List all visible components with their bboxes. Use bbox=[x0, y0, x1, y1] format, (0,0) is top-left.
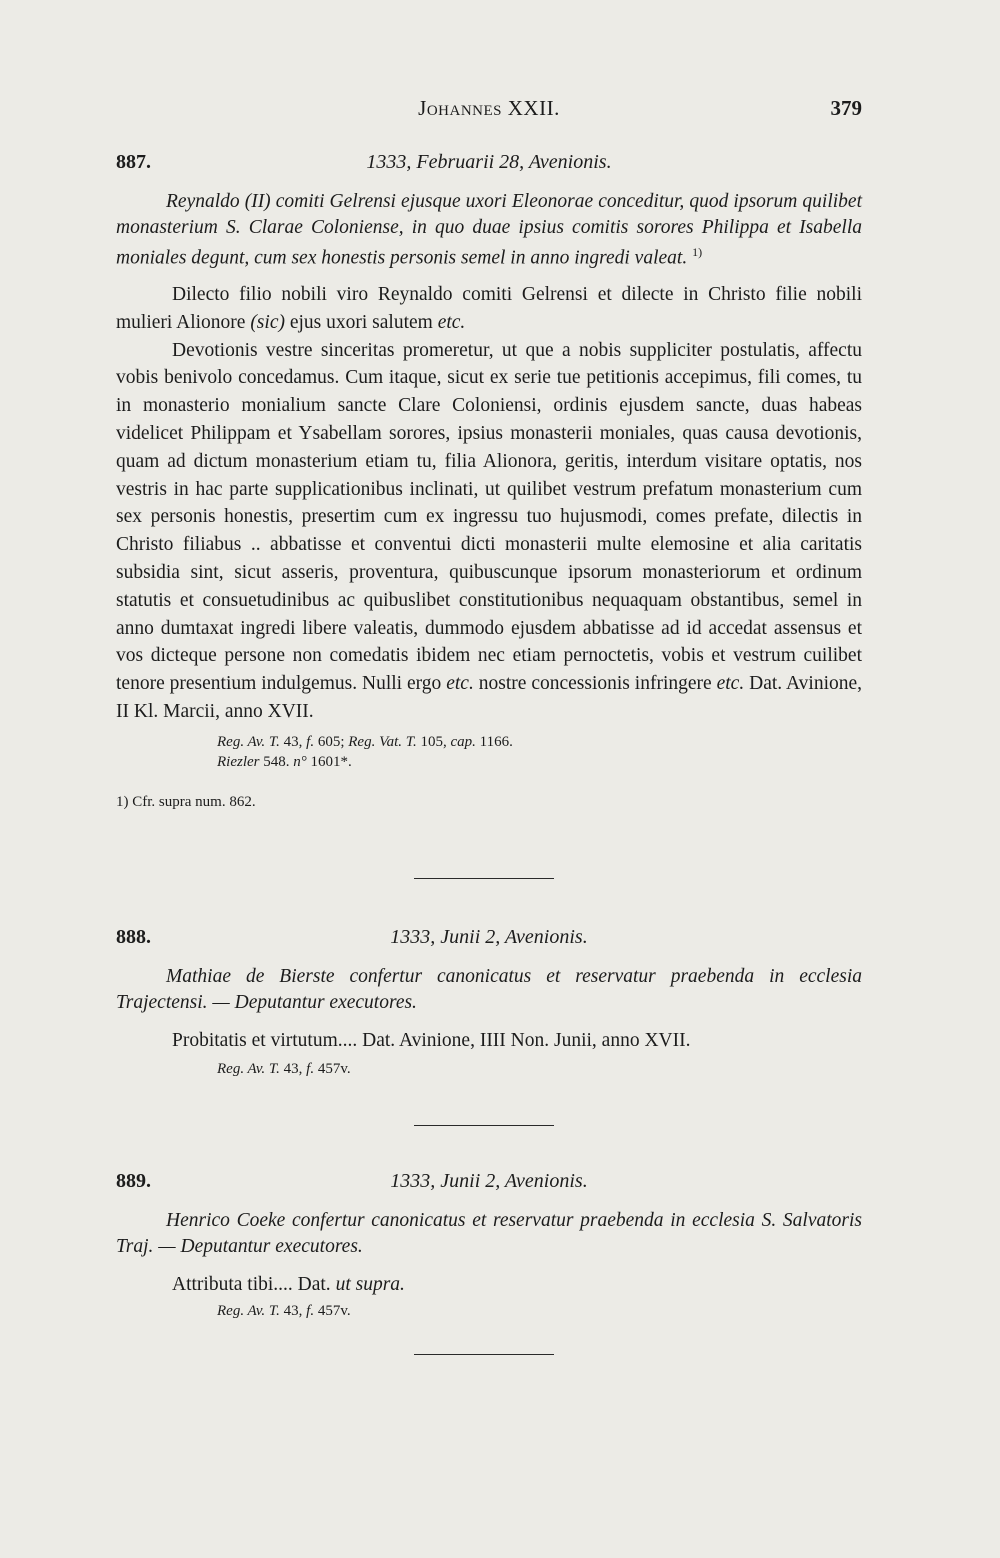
source-folio: 605; bbox=[317, 733, 345, 750]
source-n-label: n° bbox=[293, 753, 307, 770]
source-folio: 457v. bbox=[317, 1302, 351, 1319]
body-text: Devotionis vestre sinceritas promeretur, ut que a nobis suppliciter postulatis, affectu vobis benivolo concedamus. Cum itaque, sicut ex serie tue petitionis accepimus, fili comes, tu in monasterio monialium sancte Clare Coloniensi, ordinis ejusdem sancte, duas habeas videlicet Philippam et Ysabellam sorores, ipsius monasterii moniales, quas causa devotionis, quam ad dictum monasterium etiam tu, filia Alionora, geritis, interdum visitare optatis, nos vestris in hac parte supplicationibus inclinati, ut quilibet vestrum prefatum monasterium cum sex personis honestis, presertim cum ex ingressu tuo hujusmodi, comes prefate, dilectis in Christo filiabus .. abbatisse et conventui dicti monasterii multe elemosine et alia caritatis subsidia sint, sicut asseris, proventura, quibuscunque ipsorum monasteriorum et ordinum statutis et consuetudinibus ac quibuslibet constitutionibus nequaquam obstantibus, semel in anno dumtaxat ingredi libere valeatis, dummodo ejusdem abbatisse ad id accedat assensus et vos dicteque persone non comedatis ibidem nec etiam pernoctetis, vobis et vestrum cuilibet tenore presentium indulgemus. Nulli ergo bbox=[116, 339, 862, 695]
entry-address bbox=[116, 281, 862, 337]
source-reference bbox=[217, 732, 862, 772]
source-tome: 43, bbox=[283, 733, 303, 750]
entry-text bbox=[116, 1271, 862, 1299]
source-folio: 457v. bbox=[317, 1060, 351, 1077]
source-reg-av: Reg. Av. T. bbox=[217, 1060, 280, 1077]
entry-body bbox=[116, 337, 862, 726]
source-tome: 43, bbox=[283, 1302, 303, 1319]
address-etc: etc. bbox=[437, 311, 466, 333]
entry-number: 889. bbox=[116, 1170, 151, 1192]
body-etc-2: etc. bbox=[716, 673, 745, 695]
regest-text: Reynaldo (II) comiti Gelrensi ejusque uxori Eleonorae conceditur, quod ipsorum quilibet monasterium S. Clarae Coloniense, in quo duae ipsius comitis sorores Philippa et Isabella moniales degunt, cum sex honestis personis semel in anno ingredi valeat. bbox=[116, 191, 862, 269]
source-tome: 43, bbox=[283, 1060, 303, 1077]
body-mid: nostre concessionis infringere bbox=[478, 673, 712, 695]
source-tome-2: 105, bbox=[420, 733, 447, 750]
entry-regest: Mathiae de Bierste confertur canonicatus et reservatur praebenda in ecclesia Trajectensi. — Deputantur executores. bbox=[116, 966, 862, 1013]
source-reg-vat: Reg. Vat. T. bbox=[348, 733, 417, 750]
entry-date: 1333, Februarii 28, Avenionis. bbox=[366, 151, 612, 173]
source-folio-label: f. bbox=[306, 1060, 315, 1077]
entry-regest bbox=[116, 189, 862, 271]
body-etc: etc. bbox=[446, 673, 474, 695]
entry-date: 1333, Junii 2, Avenionis. bbox=[390, 1170, 588, 1192]
page-header bbox=[116, 96, 862, 126]
source-riezler-val: 1601*. bbox=[310, 753, 352, 770]
entry-text: Probitatis et virtutum.... Dat. Avinione, IIII Non. Junii, anno XVII. bbox=[172, 1030, 691, 1051]
source-cap-label: cap. bbox=[450, 733, 476, 750]
sic-note: (sic) bbox=[250, 311, 285, 333]
entry-text-main: Attributa tibi.... Dat. bbox=[172, 1274, 331, 1295]
entry-regest: Henrico Coeke confertur canonicatus et reservatur praebenda in ecclesia S. Salvatoris Traj. — Deputantur executores. bbox=[116, 1210, 862, 1257]
entry-889 bbox=[116, 1170, 862, 1321]
footnote: 1) Cfr. supra num. 862. bbox=[116, 793, 256, 810]
entry-text-italic: ut supra. bbox=[335, 1274, 405, 1295]
source-reg-av: Reg. Av. T. bbox=[217, 733, 280, 750]
entry-number: 887. bbox=[116, 151, 151, 173]
source-reg-av: Reg. Av. T. bbox=[217, 1302, 280, 1319]
source-folio-label: f. bbox=[306, 1302, 315, 1319]
entry-heading bbox=[116, 1170, 862, 1200]
entry-heading bbox=[116, 926, 862, 956]
entry-number: 888. bbox=[116, 926, 151, 948]
page-number: 379 bbox=[830, 96, 862, 120]
source-reference bbox=[217, 1059, 862, 1079]
separator-rule bbox=[414, 878, 554, 879]
entry-date: 1333, Junii 2, Avenionis. bbox=[390, 926, 588, 948]
source-riezler-num: 548. bbox=[263, 753, 290, 770]
source-folio-label: f. bbox=[306, 733, 315, 750]
entry-888 bbox=[116, 926, 862, 1079]
dating-clause: Dat. Avinione, II Kl. Marcii, anno XVII. bbox=[116, 673, 863, 722]
footnote-mark: 1) bbox=[692, 245, 703, 259]
separator-rule bbox=[414, 1125, 554, 1126]
source-reference bbox=[217, 1301, 862, 1321]
source-cap: 1166. bbox=[479, 733, 513, 750]
entry-887 bbox=[116, 151, 862, 812]
separator-rule bbox=[414, 1354, 554, 1355]
address-end: ejus uxori salutem bbox=[289, 311, 433, 333]
address-text: Dilecto filio nobili viro Reynaldo comiti Gelrensi et dilecte in Christo filie nobili mulieri Alionore bbox=[116, 284, 862, 333]
entry-heading bbox=[116, 151, 862, 181]
running-title: Johannes XXII. bbox=[418, 96, 560, 120]
source-riezler: Riezler bbox=[217, 753, 260, 770]
